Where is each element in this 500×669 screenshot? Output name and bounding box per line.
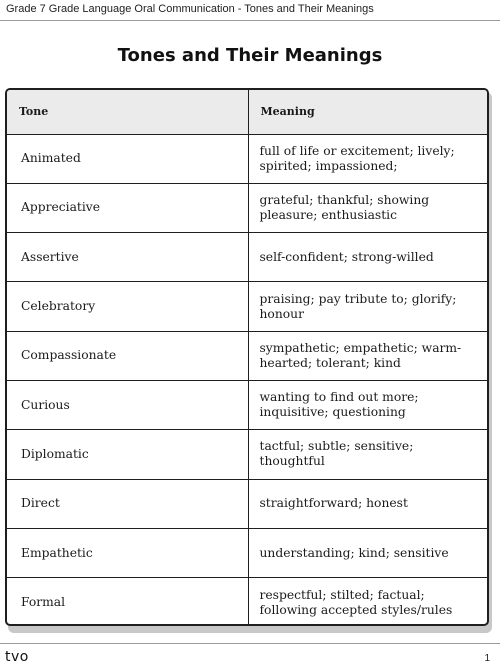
- page-number: 1: [484, 653, 490, 664]
- table-row: [7, 134, 487, 183]
- column-header-tone: Tone: [7, 90, 248, 134]
- table-header-row: [7, 90, 487, 134]
- tone-cell: Assertive: [7, 233, 248, 282]
- table-row: [7, 479, 487, 528]
- meaning-cell: grateful; thankful; showing pleasure; enthusiastic: [248, 183, 487, 232]
- tone-cell: Compassionate: [7, 331, 248, 380]
- meaning-cell: full of life or excitement; lively; spirited; impassioned;: [248, 134, 487, 183]
- document-header: Grade 7 Grade Language Oral Communication - Tones and Their Meanings: [6, 3, 374, 15]
- meaning-cell: respectful; stilted; factual; following accepted styles/rules: [248, 578, 487, 626]
- tone-cell: Empathetic: [7, 528, 248, 577]
- meaning-cell: straightforward; honest: [248, 479, 487, 528]
- tone-cell: Animated: [21, 151, 81, 166]
- meaning-cell: understanding; kind; sensitive: [248, 528, 487, 577]
- tones-table: [5, 88, 489, 626]
- meaning-cell: wanting to find out more; inquisitive; questioning: [248, 380, 487, 429]
- tvo-logo: tvo: [5, 649, 29, 665]
- table-row: [7, 528, 487, 577]
- tone-cell: Direct: [7, 479, 248, 528]
- table-row: [7, 430, 487, 479]
- footer-divider: [0, 643, 500, 644]
- page-title: Tones and Their Meanings: [117, 45, 383, 66]
- table-row: [7, 233, 487, 282]
- table-row: [7, 282, 487, 331]
- table-row: [7, 331, 487, 380]
- meaning-cell: self-confident; strong-willed: [248, 233, 487, 282]
- meaning-cell: sympathetic; empathetic; warm-hearted; tolerant; kind: [248, 331, 487, 380]
- table-row: [7, 183, 487, 232]
- column-header-meaning: Meaning: [248, 90, 487, 134]
- meaning-cell: tactful; subtle; sensitive; thoughtful: [248, 430, 487, 479]
- tone-cell: Diplomatic: [7, 430, 248, 479]
- tone-cell: Appreciative: [7, 183, 248, 232]
- table-row: [7, 578, 487, 626]
- tone-cell: Curious: [7, 380, 248, 429]
- tone-cell: Formal: [7, 578, 248, 626]
- tone-cell: Celebratory: [7, 282, 248, 331]
- meaning-cell: praising; pay tribute to; glorify; honour: [248, 282, 487, 331]
- header-divider: [0, 20, 500, 21]
- table-row: [7, 380, 487, 429]
